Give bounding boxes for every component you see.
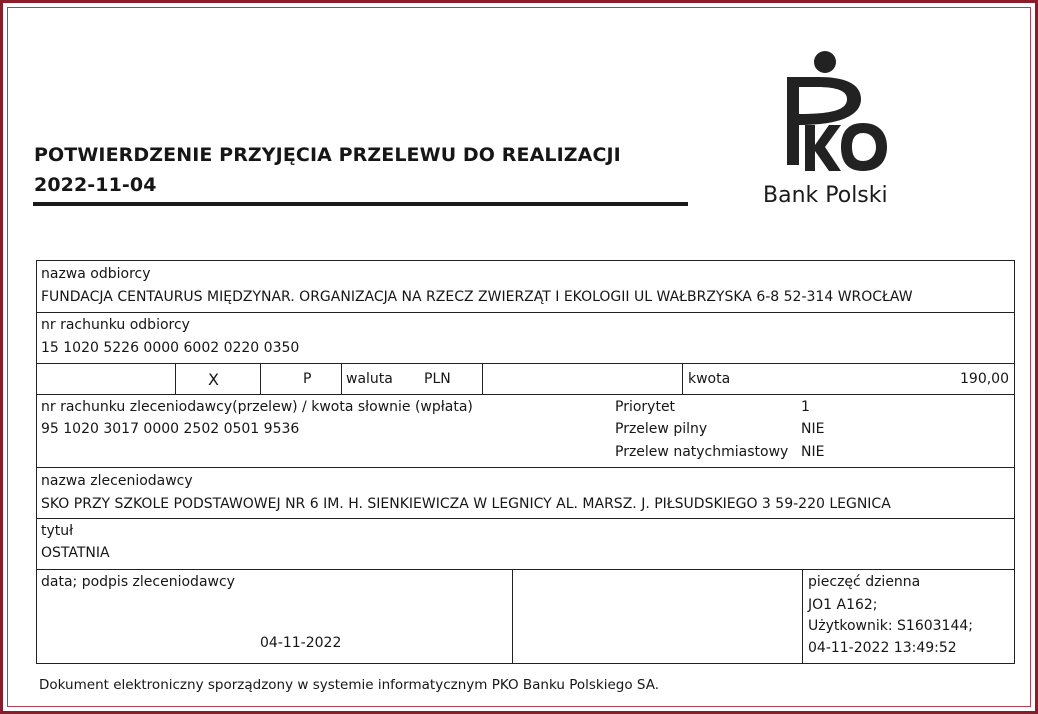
sender-account-label: nr rachunku zleceniodawcy(przelew) / kwota słownie (wpłata) [41, 399, 473, 415]
divider [482, 363, 483, 394]
instant-label: Przelew natychmiastowy [615, 444, 789, 460]
amount-value: 190,00 [960, 371, 1009, 387]
recipient-account-value: 15 1020 5226 0000 6002 0220 0350 [41, 340, 300, 356]
divider [37, 394, 1014, 395]
urgent-label: Przelew pilny [615, 421, 708, 437]
divider [802, 569, 803, 663]
divider [37, 518, 1014, 519]
instant-value: NIE [801, 444, 825, 460]
signature-date: 04-11-2022 [260, 635, 342, 651]
stamp-line-2: Użytkownik: S1603144; [808, 618, 973, 634]
divider [37, 467, 1014, 468]
divider [37, 312, 1014, 313]
urgent-value: NIE [801, 421, 825, 437]
signature-label: data; podpis zleceniodawcy [41, 574, 235, 590]
recipient-name-value: FUNDACJA CENTAURUS MIĘDZYNAR. ORGANIZACJA NA RZECZ ZWIERZĄT I EKOLOGII UL WAŁBRZYSKA 6-8 52-314 WROCŁAW [41, 289, 913, 305]
header-rule [33, 202, 688, 206]
document-title: POTWIERDZENIE PRZYJĘCIA PRZELEWU DO REALIZACJI [34, 144, 621, 166]
divider [37, 569, 1014, 570]
transfer-mark: X [208, 370, 219, 389]
footer-note: Dokument elektroniczny sporządzony w systemie informatycznym PKO Banku Polskiego SA. [39, 677, 660, 693]
divider [175, 363, 176, 394]
amount-label: kwota [688, 371, 731, 387]
priority-label: Priorytet [615, 399, 676, 415]
recipient-account-label: nr rachunku odbiorcy [41, 317, 190, 333]
transfer-type: P [303, 371, 312, 387]
document-date: 2022-11-04 [34, 174, 157, 196]
title-label: tytuł [41, 523, 74, 539]
currency-value: PLN [424, 371, 451, 387]
priority-value: 1 [801, 399, 810, 415]
recipient-name-label: nazwa odbiorcy [41, 266, 151, 282]
stamp-line-3: 04-11-2022 13:49:52 [808, 640, 957, 656]
title-value: OSTATNIA [41, 545, 110, 561]
divider [260, 363, 261, 394]
stamp-line-1: JO1 A162; [808, 597, 878, 613]
sender-account-value: 95 1020 3017 0000 2502 0501 9536 [41, 421, 300, 437]
divider [512, 569, 513, 663]
divider [341, 363, 342, 394]
divider [682, 363, 683, 394]
pko-logo-icon [781, 47, 891, 181]
currency-label: waluta [346, 371, 393, 387]
stamp-label: pieczęć dzienna [808, 574, 921, 590]
sender-name-value: SKO PRZY SZKOLE PODSTAWOWEJ NR 6 IM. H. SIENKIEWICZA W LEGNICY AL. MARSZ. J. PIŁSUDSKIEGO 3 59-220 LEGNICA [41, 496, 891, 512]
divider [37, 363, 1014, 364]
transfer-form [36, 260, 1015, 664]
sender-name-label: nazwa zleceniodawcy [41, 473, 193, 489]
bank-name: Bank Polski [763, 183, 888, 208]
